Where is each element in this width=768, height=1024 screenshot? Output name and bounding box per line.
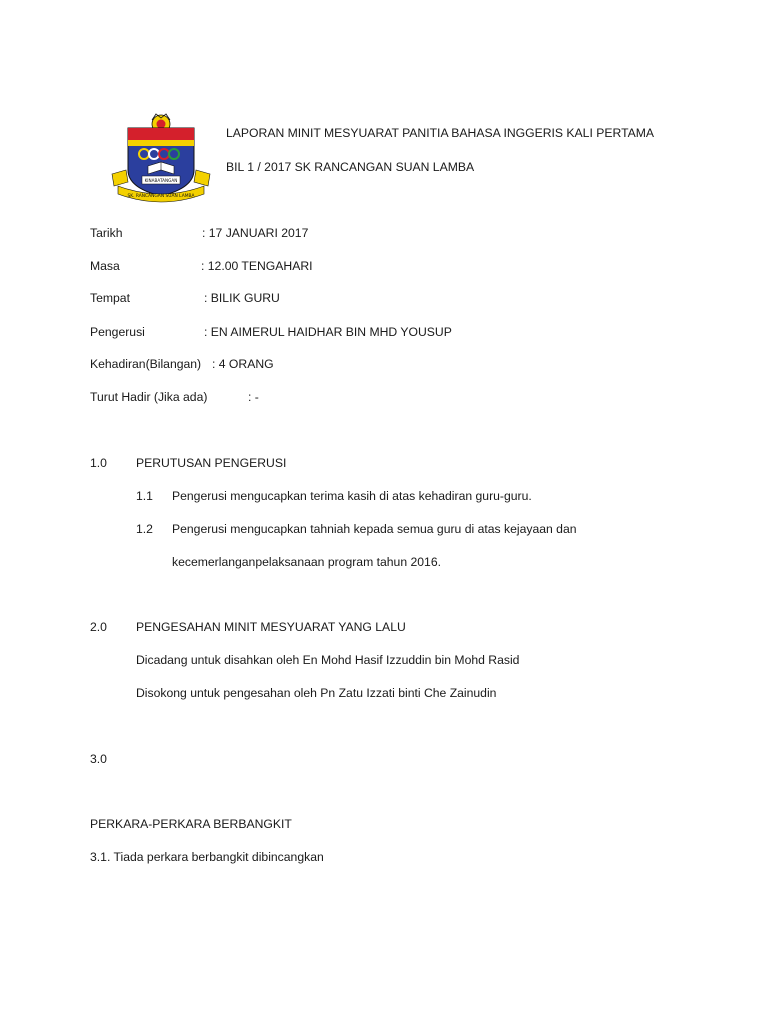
meta-value-tarikh: : 17 JANUARI 2017 <box>202 226 309 240</box>
meta-value-turut-hadir: : - <box>248 390 259 404</box>
section1-heading: PERUTUSAN PENGERUSI <box>136 456 287 470</box>
logo-banner-bottom: SK. RANCANGAN SUAN LAMBA <box>127 194 195 199</box>
meta-value-tempat: : BILIK GURU <box>204 291 280 305</box>
meta-label-pengerusi: Pengerusi <box>90 325 145 339</box>
section3-heading: PERKARA-PERKARA BERBANGKIT <box>90 817 292 831</box>
section1-number: 1.0 <box>90 456 107 470</box>
meta-label-masa: Masa <box>90 259 120 273</box>
section2-line-seconded: Disokong untuk pengesahan oleh Pn Zatu Izzati binti Che Zainudin <box>136 686 497 700</box>
meta-label-tarikh: Tarikh <box>90 226 123 240</box>
report-title: LAPORAN MINIT MESYUARAT PANITIA BAHASA INGGERIS KALI PERTAMA <box>226 126 655 140</box>
meta-value-pengerusi: : EN AIMERUL HAIDHAR BIN MHD YOUSUP <box>204 325 452 339</box>
meta-label-turut-hadir: Turut Hadir (Jika ada) <box>90 390 208 404</box>
section2-line-proposed: Dicadang untuk disahkan oleh En Mohd Hasif Izzuddin bin Mohd Rasid <box>136 653 520 667</box>
item-1-1-text: Pengerusi mengucapkan terima kasih di atas kehadiran guru-guru. <box>172 489 532 503</box>
item-1-2-continuation: kecemerlanganpelaksanaan program tahun 2016. <box>172 555 441 569</box>
section2-number: 2.0 <box>90 620 107 634</box>
section3-item: 3.1. Tiada perkara berbangkit dibincangkan <box>90 850 324 864</box>
school-crest-logo <box>108 110 214 204</box>
item-1-2-text: Pengerusi mengucapkan tahniah kepada semua guru di atas kejayaan dan <box>172 522 577 536</box>
report-subtitle: BIL 1 / 2017 SK RANCANGAN SUAN LAMBA <box>226 160 475 174</box>
meta-value-kehadiran: : 4 ORANG <box>212 357 274 371</box>
item-1-2-number: 1.2 <box>136 522 153 536</box>
logo-banner-middle: KINABATANGAN <box>144 178 178 183</box>
meta-value-masa: : 12.00 TENGAHARI <box>201 259 313 273</box>
meta-label-tempat: Tempat <box>90 291 130 305</box>
section2-heading: PENGESAHAN MINIT MESYUARAT YANG LALU <box>136 620 406 634</box>
item-1-1-number: 1.1 <box>136 489 153 503</box>
meta-label-kehadiran: Kehadiran(Bilangan) <box>90 357 202 371</box>
section3-number: 3.0 <box>90 752 107 766</box>
